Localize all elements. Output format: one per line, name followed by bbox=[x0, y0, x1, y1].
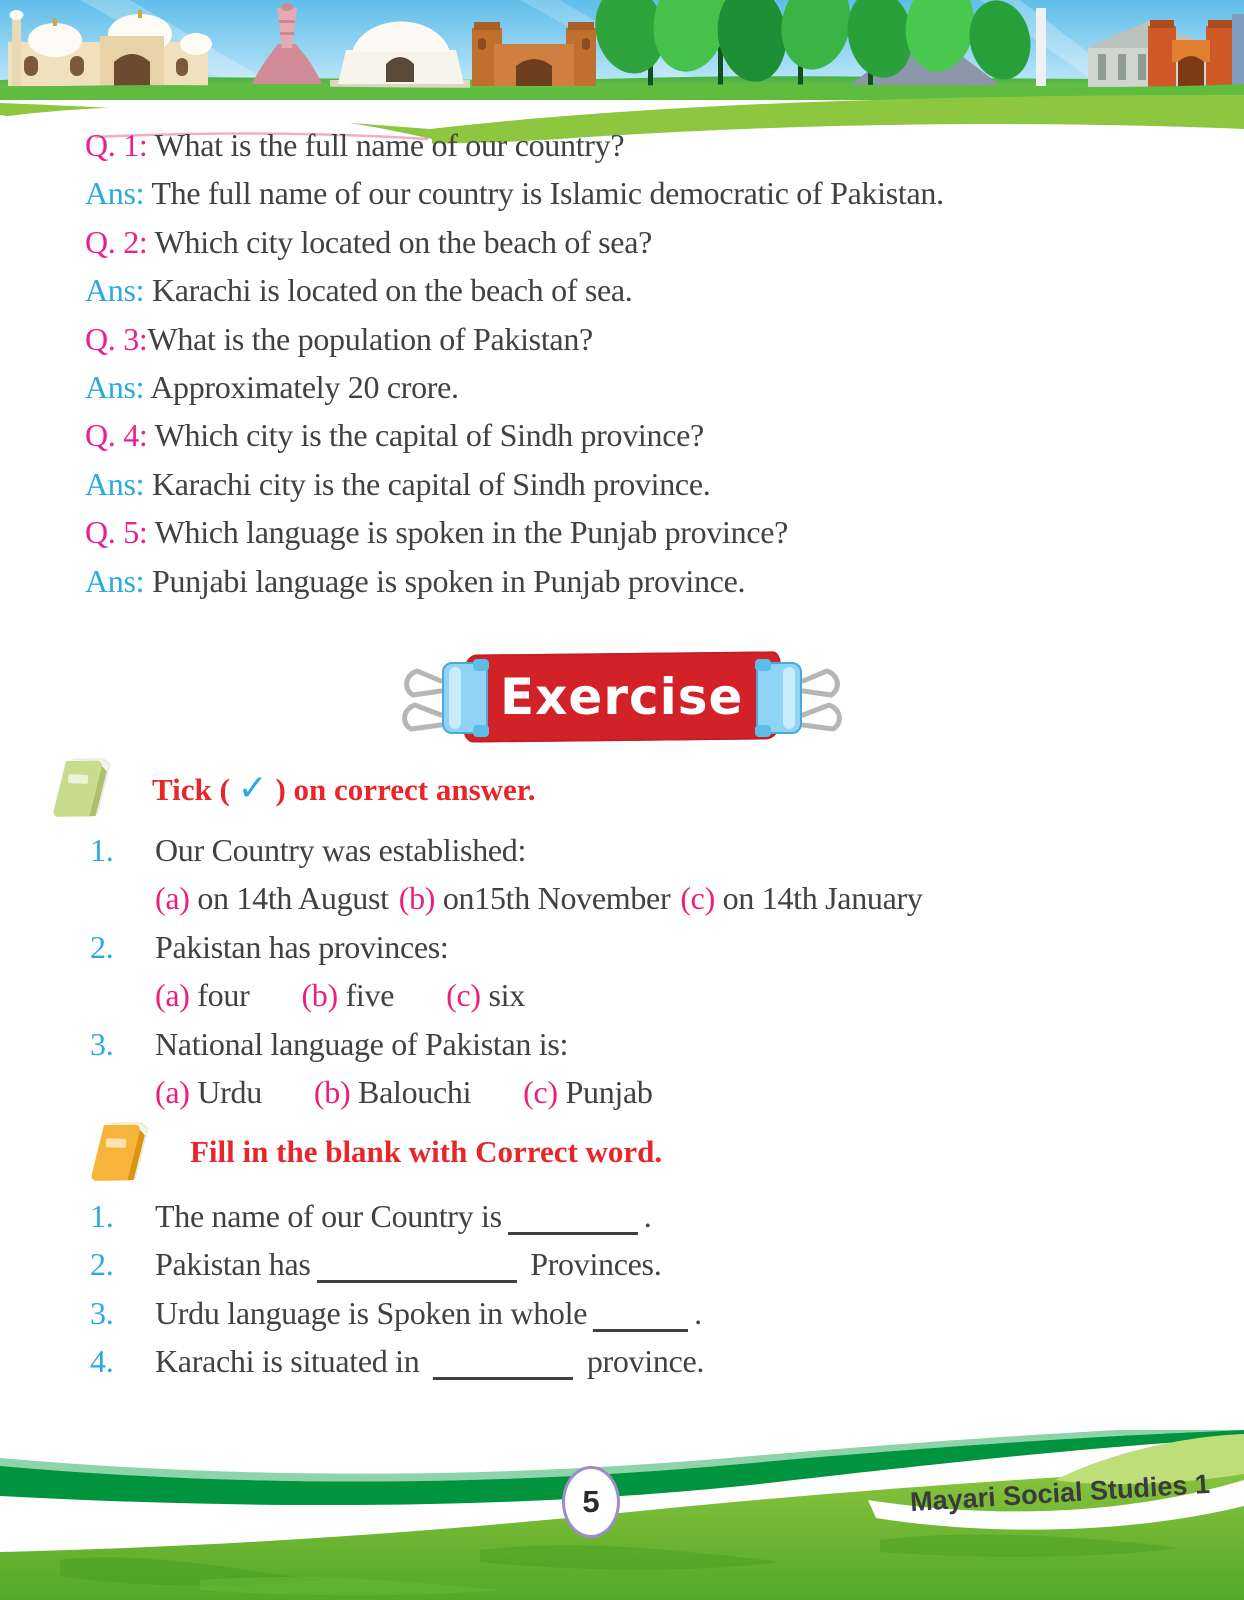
question-label: Q. 2: bbox=[85, 223, 155, 260]
mcq-question-text: Pakistan has provinces: bbox=[155, 928, 449, 965]
binder-clip-icon bbox=[747, 649, 843, 745]
blank-line bbox=[508, 1212, 638, 1235]
qa-line bbox=[85, 169, 1194, 217]
blue-building-illustration bbox=[1232, 14, 1244, 88]
tick-icon: ✓ bbox=[237, 767, 268, 809]
sentence-before-blank: Urdu language is Spoken in whole bbox=[155, 1294, 588, 1331]
answer-label: Ans: bbox=[85, 465, 152, 502]
page-footer bbox=[0, 1430, 1244, 1600]
answer-text: Punjabi language is spoken in Punjab province. bbox=[151, 562, 746, 599]
mcq-options bbox=[90, 971, 1204, 1019]
qa-line bbox=[85, 460, 1194, 508]
mcq-option: (b) on15th November bbox=[398, 880, 671, 917]
mcq-option: (c) six bbox=[446, 977, 525, 1014]
tick-section-heading bbox=[52, 748, 535, 828]
item-number: 1. bbox=[90, 832, 114, 868]
item-number: 3. bbox=[90, 1025, 114, 1062]
green-book-icon bbox=[52, 748, 114, 828]
fill-section-heading bbox=[90, 1112, 1204, 1192]
item-number: 2. bbox=[90, 928, 114, 965]
question-label: Q. 3: bbox=[85, 320, 148, 357]
blank-line bbox=[593, 1309, 688, 1332]
mcq-option: (c) on 14th January bbox=[680, 880, 923, 917]
mcq-question-text: National language of Pakistan is: bbox=[155, 1025, 569, 1062]
sentence-before-blank: Pakistan has bbox=[155, 1246, 311, 1283]
qa-line bbox=[85, 508, 1194, 556]
fill-section-title: Fill in the blank with Correct word. bbox=[190, 1134, 663, 1169]
question-label: Q. 5: bbox=[85, 514, 155, 551]
sentence-before-blank: Karachi is situated in bbox=[155, 1343, 428, 1380]
sentence-before-blank: The name of our Country is bbox=[155, 1198, 502, 1234]
qa-line bbox=[85, 411, 1194, 459]
mcq-list bbox=[90, 826, 1204, 1116]
fill-blank-item bbox=[90, 1289, 1204, 1337]
mcq-option: (b) Balouchi bbox=[313, 1074, 472, 1111]
mcq-option: (c) Punjab bbox=[523, 1074, 653, 1111]
fill-blank-item bbox=[90, 1192, 1204, 1240]
answer-text: Approximately 20 crore. bbox=[150, 369, 459, 406]
qa-line bbox=[85, 266, 1194, 314]
blank-line bbox=[433, 1357, 573, 1380]
mcq-question bbox=[90, 923, 1204, 971]
answer-label: Ans: bbox=[85, 369, 151, 406]
fill-blank-list bbox=[90, 1192, 1204, 1386]
mcq-question-text: Our Country was established: bbox=[155, 832, 527, 868]
landmarks-collage-image bbox=[0, 0, 1244, 100]
answer-text: Karachi is located on the beach of sea. bbox=[151, 272, 633, 309]
answer-text: The full name of our country is Islamic democratic of Pakistan. bbox=[151, 175, 944, 212]
exercise-banner-ribbon bbox=[463, 651, 782, 742]
sentence-after-blank: province. bbox=[579, 1343, 705, 1380]
mcq-question bbox=[90, 826, 1204, 874]
page-number-badge bbox=[562, 1466, 620, 1538]
qa-line bbox=[85, 557, 1194, 605]
answer-label: Ans: bbox=[85, 562, 152, 599]
fill-blank-item bbox=[90, 1240, 1204, 1288]
fill-blank-item bbox=[90, 1337, 1204, 1385]
mcq-option: (a) on 14th August bbox=[155, 880, 389, 917]
mcq-option: (b) five bbox=[301, 977, 395, 1014]
exercise-banner bbox=[0, 642, 1244, 752]
sentence-after-blank: . bbox=[694, 1294, 702, 1331]
blank-line bbox=[317, 1260, 517, 1283]
mcq-options bbox=[90, 1068, 1204, 1116]
item-number: 4. bbox=[90, 1343, 114, 1380]
question-label: Q. 1: bbox=[85, 127, 155, 163]
mcq-options bbox=[90, 874, 1204, 922]
orange-book-icon bbox=[90, 1112, 152, 1192]
item-number: 3. bbox=[90, 1294, 114, 1331]
qa-line bbox=[85, 363, 1194, 411]
sentence-after-blank: . bbox=[643, 1198, 652, 1234]
minaret-illustration bbox=[1036, 8, 1046, 86]
answer-text: Karachi city is the capital of Sindh province. bbox=[151, 465, 711, 502]
answer-label: Ans: bbox=[85, 175, 152, 212]
mcq-option: (a) four bbox=[155, 977, 250, 1014]
question-text: What is the population of Pakistan? bbox=[147, 320, 593, 357]
question-text: Which city located on the beach of sea? bbox=[154, 223, 653, 260]
exercise-banner-label: Exercise bbox=[500, 668, 744, 726]
tick-section-title: Tick ( ✓ ) on correct answer. bbox=[152, 767, 536, 809]
question-text: Which city is the capital of Sindh province? bbox=[154, 417, 704, 454]
mcq-option: (a) Urdu bbox=[155, 1074, 262, 1111]
question-text: What is the full name of our country? bbox=[154, 127, 625, 163]
item-number: 1. bbox=[90, 1198, 114, 1234]
qa-line bbox=[85, 315, 1194, 363]
question-text: Which language is spoken in the Punjab province? bbox=[154, 514, 789, 551]
sentence-after-blank: Provinces. bbox=[522, 1246, 662, 1283]
qa-section bbox=[85, 121, 1194, 605]
footer-waves bbox=[0, 1430, 1244, 1600]
item-number: 2. bbox=[90, 1246, 114, 1283]
book-title: Mayari Social Studies 1 bbox=[909, 1468, 1211, 1518]
mcq-question bbox=[90, 1020, 1204, 1068]
qa-line bbox=[85, 121, 1194, 169]
answer-label: Ans: bbox=[85, 272, 152, 309]
question-label: Q. 4: bbox=[85, 417, 155, 454]
page-number: 5 bbox=[582, 1484, 600, 1519]
qa-line bbox=[85, 218, 1194, 266]
binder-clip-icon bbox=[401, 649, 497, 745]
